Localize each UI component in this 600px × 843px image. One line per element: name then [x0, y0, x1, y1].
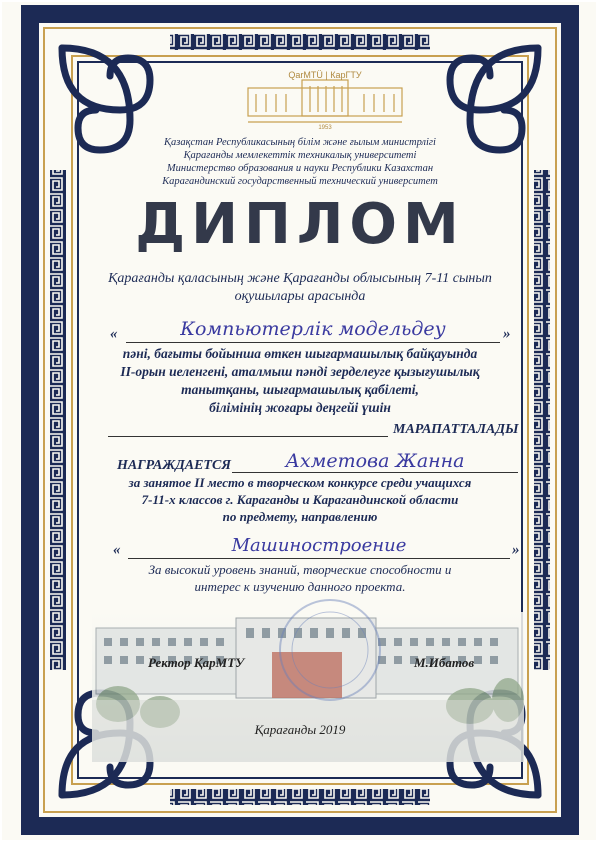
kazakh-body-line: білімінің жоғары деңгейі үшін — [209, 400, 391, 415]
kazakh-body-line: танытқаны, шығармашылық қабілеті, — [181, 382, 419, 397]
ornament-top-right — [450, 48, 538, 150]
russian-closing — [100, 561, 500, 595]
russian-close-quote: » — [512, 542, 520, 558]
russian-closing-line: интерес к изучению данного проекта. — [194, 579, 406, 594]
header-line: Қазақстан Республикасының білім және ғылым министрлігі — [164, 137, 436, 148]
header-line: Министерство образования и науки Республики Казахстан — [166, 163, 434, 174]
russian-subject-underline — [128, 558, 510, 559]
russian-awarded-label: НАГРАЖДАЕТСЯ — [117, 458, 231, 473]
ornament-top-left — [62, 48, 150, 150]
kazakh-subject-handwritten: Компьютерлік модельдеу — [180, 318, 446, 340]
kazakh-intro — [100, 270, 500, 306]
logo-year: 1953 — [318, 125, 332, 131]
recipient-underline — [232, 472, 518, 473]
recipient-handwritten: Ахметова Жанна — [285, 450, 465, 472]
russian-closing-line: За высокий уровень знаний, творческие способности и — [148, 562, 452, 577]
header-line: Қарағанды мемлекеттік техникалық университеті — [183, 150, 417, 161]
russian-body-line: по предмету, направлению — [222, 509, 378, 524]
russian-body-line: 7-11-х классов г. Караганды и Карагандинской области — [141, 492, 459, 507]
kazakh-close-quote: » — [503, 326, 511, 342]
kazakh-open-quote: « — [110, 326, 118, 342]
russian-open-quote: « — [113, 542, 121, 558]
logo-name: QarMTÜ | КарГТУ — [288, 70, 362, 80]
diploma-title: ДИПЛОМ — [135, 192, 465, 257]
russian-body — [100, 474, 500, 525]
kazakh-body — [100, 345, 500, 417]
place-year: Қарағанды 2019 — [254, 722, 346, 737]
kazakh-award-word: МАРАПАТТАЛАДЫ — [393, 422, 519, 437]
kazakh-intro-line: оқушылары арасында — [234, 289, 366, 304]
signature-left: Ректор ҚарМТУ — [148, 655, 245, 670]
russian-body-line: за занятое II место в творческом конкурсе среди учащихся — [128, 475, 472, 490]
kazakh-intro-line: Қарағанды қаласының және Қарағанды облысының 7-11 сынып — [108, 271, 492, 286]
header-block — [120, 136, 480, 188]
kazakh-subject-underline — [126, 342, 500, 343]
signature-right: М.Ибатов — [414, 655, 475, 670]
russian-subject-handwritten: Машиностроение — [231, 535, 407, 556]
university-logo — [248, 80, 402, 122]
award-underline — [108, 436, 388, 437]
header-line: Карагандинский государственный технический университет — [162, 176, 438, 187]
kazakh-body-line: II-орын иеленгені, аталмыш пәнді зерделеуге қызығушылық — [120, 364, 480, 379]
kazakh-body-line: пәні, бағыты бойынша өткен шығармашылық байқауында — [122, 346, 478, 361]
